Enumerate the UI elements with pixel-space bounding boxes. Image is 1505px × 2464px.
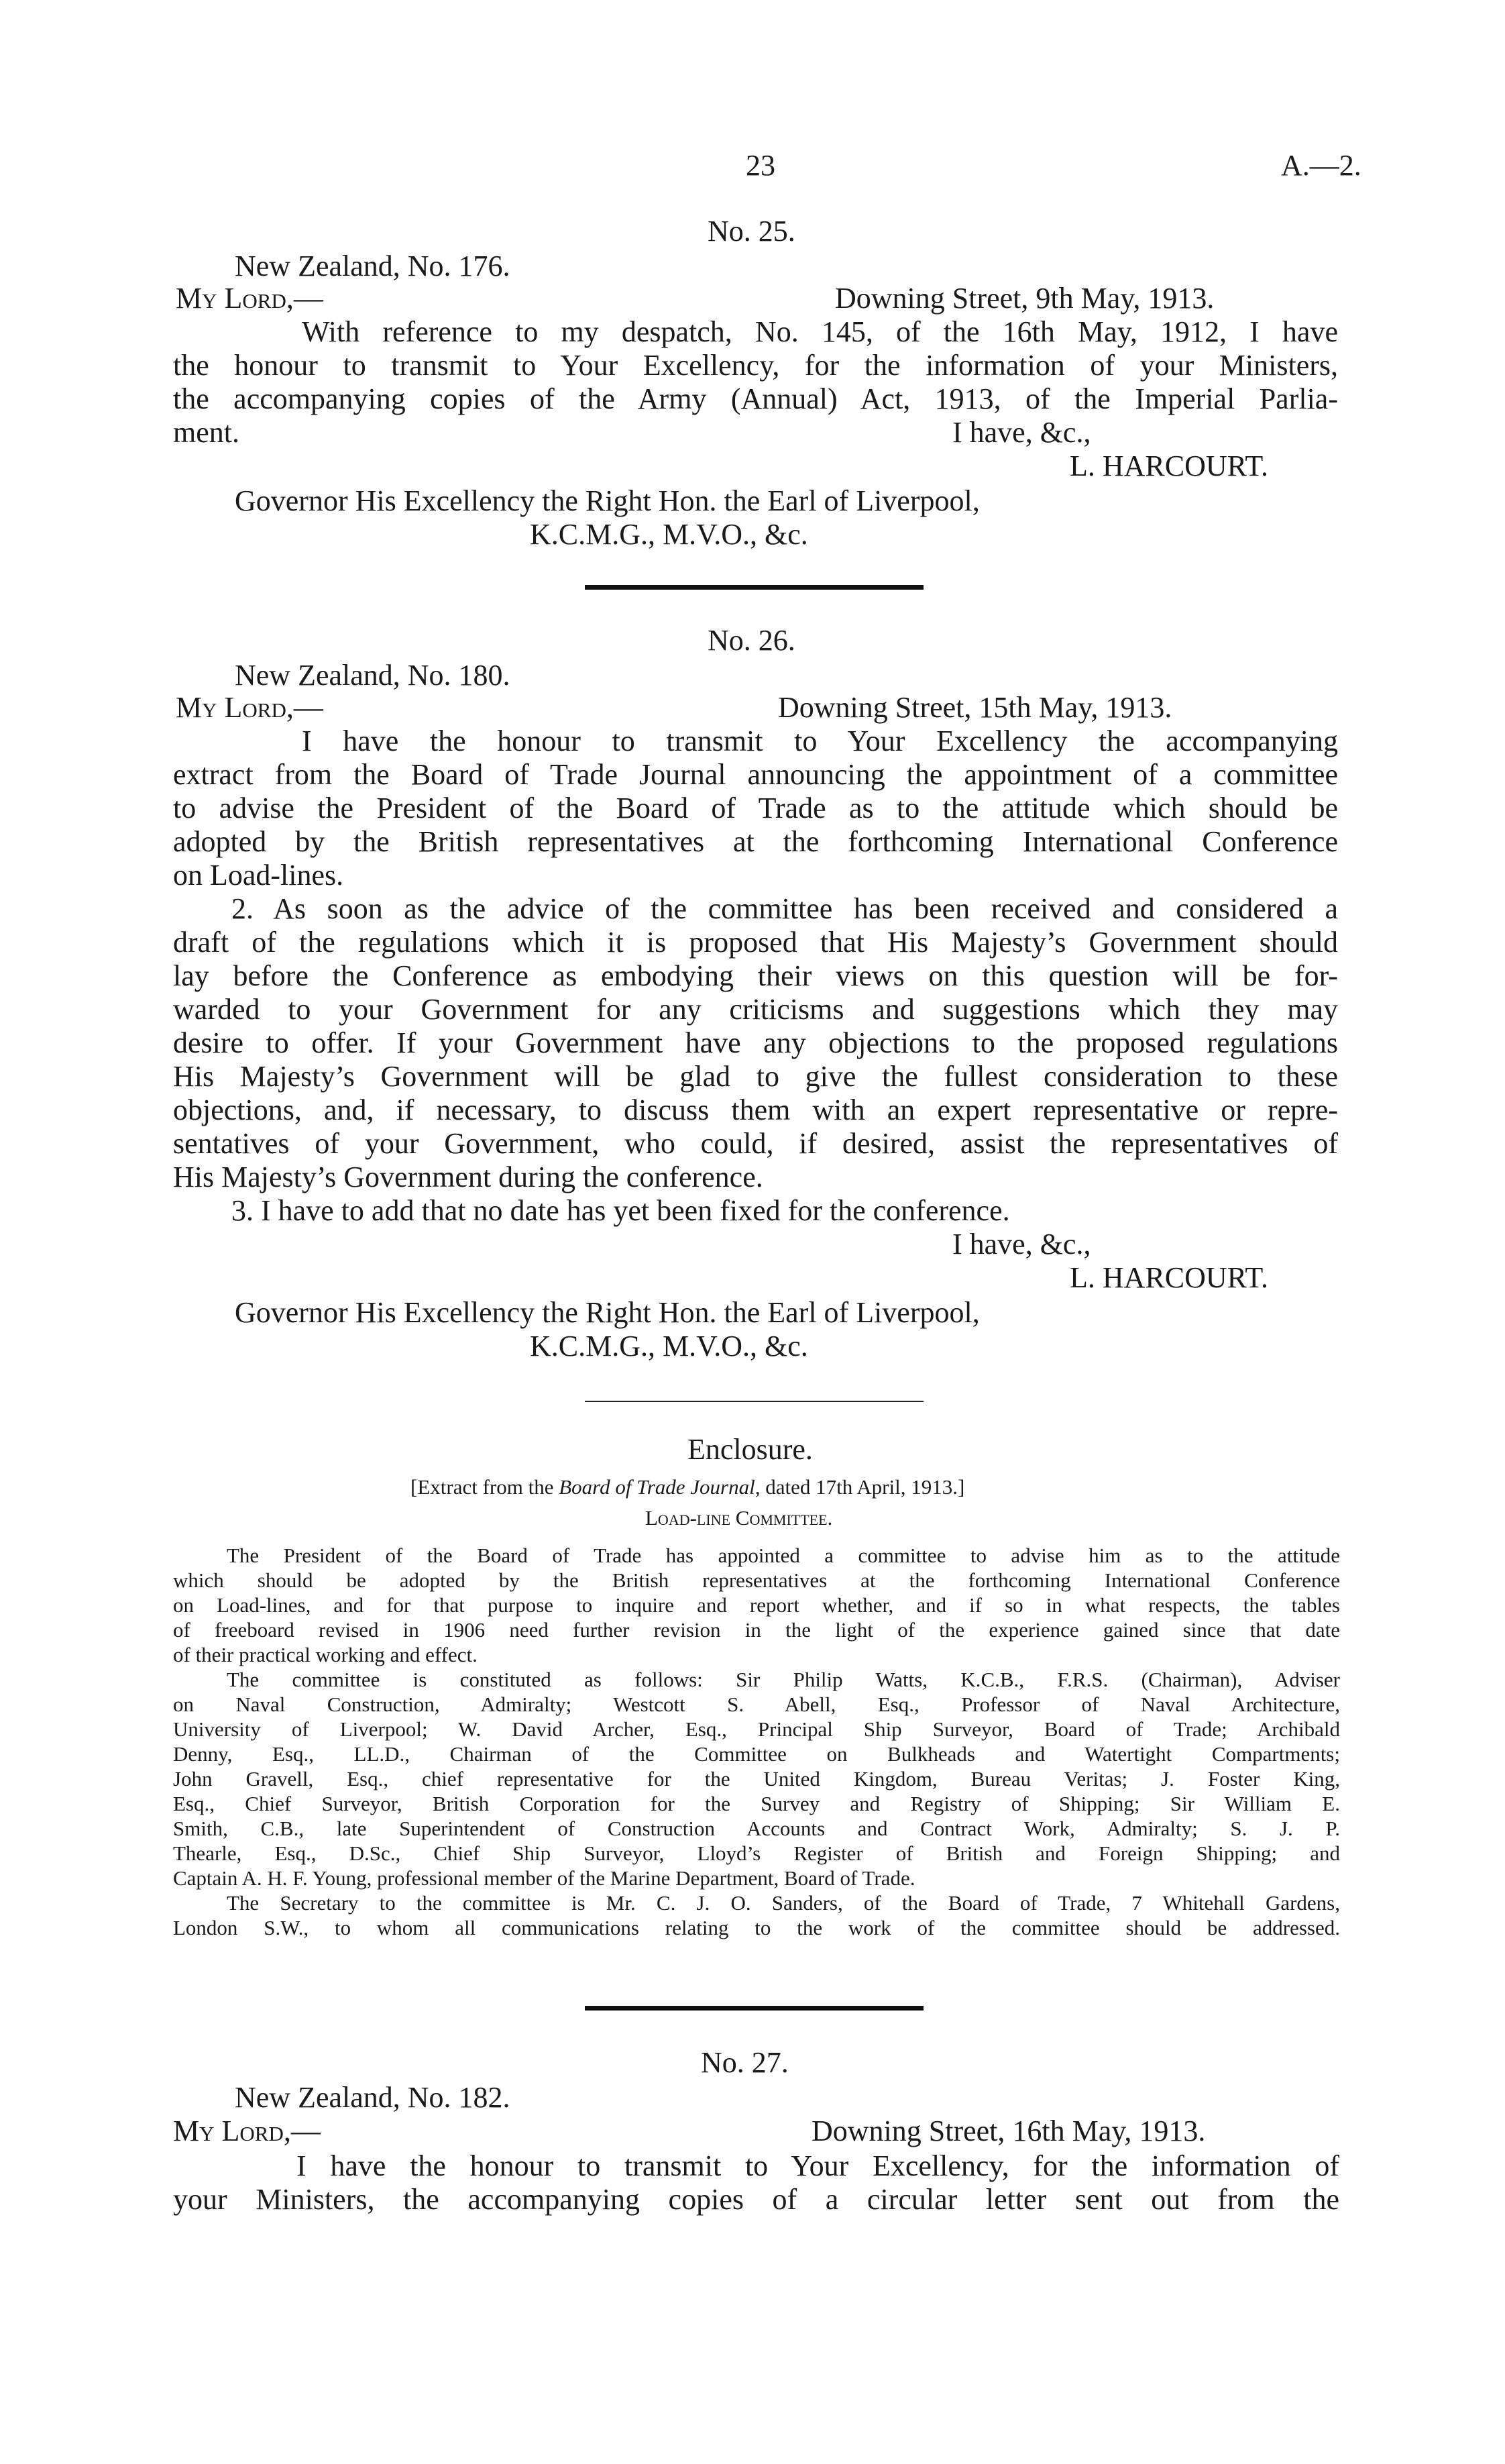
section-divider xyxy=(585,1401,924,1402)
letter-26-body-line: adopted by the British representatives at the forthcoming International Conference xyxy=(173,825,1338,858)
letter-26-body-line: warded to your Government for any criticisms and suggestions which they may xyxy=(173,993,1338,1026)
enclosure-line: The President of the Board of Trade has appointed a committee to advise him as to the attitude xyxy=(227,1544,1340,1567)
letter-27-number: No. 27. xyxy=(701,2046,789,2079)
enclosure-heading: Enclosure. xyxy=(687,1433,813,1466)
section-divider xyxy=(585,2006,924,2011)
letter-26-addressee-titles: K.C.M.G., M.V.O., &c. xyxy=(530,1330,808,1362)
enclosure-line: Captain A. H. F. Young, professional member of the Marine Department, Board of Trade. xyxy=(173,1866,915,1890)
letter-26-body-line: 2. As soon as the advice of the committee has been received and considered a xyxy=(231,892,1338,925)
letter-25-closing: I have, &c., xyxy=(952,416,1091,449)
section-divider xyxy=(585,585,924,590)
enclosure-source-suffix: dated 17th April, 1913.] xyxy=(765,1475,965,1499)
enclosure-line: The Secretary to the committee is Mr. C. J. O. Sanders, of the Board of Trade, 7 Whitehall Gardens, xyxy=(227,1891,1340,1915)
letter-26-body-line: I have the honour to transmit to Your Excellency the accompanying xyxy=(302,725,1338,757)
letter-26-body-line: 3. I have to add that no date has yet been fixed for the conference. xyxy=(231,1194,1010,1227)
enclosure-line: The committee is constituted as follows: Sir Philip Watts, K.C.B., F.R.S. (Chairman), Adviser xyxy=(227,1668,1340,1691)
letter-25-signature: L. HARCOURT. xyxy=(1070,449,1268,482)
letter-25-body-line: With reference to my despatch, No. 145, of the 16th May, 1912, I have xyxy=(302,315,1338,348)
enclosure-line: of freeboard revised in 1906 need further revision in the light of the experience gained since that date xyxy=(173,1618,1340,1642)
enclosure-title: Load-line Committee. xyxy=(645,1506,833,1530)
enclosure-line: Esq., Chief Surveyor, British Corporation for the Survey and Registry of Shipping; Sir William E. xyxy=(173,1792,1340,1815)
letter-25-ref: New Zealand, No. 176. xyxy=(235,250,510,282)
letter-26-body-line: His Majesty’s Government during the conference. xyxy=(173,1161,763,1193)
enclosure-source-prefix: [Extract from the xyxy=(410,1475,554,1499)
enclosure-line: Thearle, Esq., D.Sc., Chief Ship Surveyor, Lloyd’s Register of British and Foreign Shipping; and xyxy=(173,1841,1340,1865)
letter-26-salutation: My Lord,— xyxy=(176,691,323,724)
enclosure-line: Smith, C.B., late Superintendent of Construction Accounts and Contract Work, Admiralty; S. J. P. xyxy=(173,1817,1340,1840)
letter-27-body-line: I have the honour to transmit to Your Excellency, for the information of xyxy=(296,2149,1339,2182)
letter-25-addressee-titles: K.C.M.G., M.V.O., &c. xyxy=(530,518,808,551)
enclosure-line: John Gravell, Esq., chief representative for the United Kingdom, Bureau Veritas; J. Foster King, xyxy=(173,1767,1340,1790)
letter-26-addressee: Governor His Excellency the Right Hon. the Earl of Liverpool, xyxy=(235,1296,980,1329)
letter-25-dateline: Downing Street, 9th May, 1913. xyxy=(835,282,1215,315)
enclosure-line: of their practical working and effect. xyxy=(173,1643,478,1666)
enclosure-line: which should be adopted by the British representatives at the forthcoming International Conference xyxy=(173,1568,1340,1592)
letter-26-closing: I have, &c., xyxy=(952,1228,1091,1261)
enclosure-line: on Naval Construction, Admiralty; Westcott S. Abell, Esq., Professor of Naval Architecture, xyxy=(173,1693,1340,1716)
letter-25-body-line: the accompanying copies of the Army (Annual) Act, 1913, of the Imperial Parlia- xyxy=(173,382,1338,415)
letter-25-body-line: ment. xyxy=(173,416,239,449)
letter-25-body-line: the honour to transmit to Your Excellency, for the information of your Ministers, xyxy=(173,349,1338,382)
letter-26-body-line: objections, and, if necessary, to discuss them with an expert representative or repre- xyxy=(173,1093,1338,1126)
letter-26-body-line: extract from the Board of Trade Journal announcing the appointment of a committee xyxy=(173,758,1338,791)
letter-27-ref: New Zealand, No. 182. xyxy=(235,2081,510,2114)
enclosure-line: London S.W., to whom all communications relating to the work of the committee should be addressed. xyxy=(173,1916,1340,1939)
letter-26-body-line: on Load-lines. xyxy=(173,859,344,892)
letter-26-body-line: sentatives of your Government, who could, if desired, assist the representatives of xyxy=(173,1127,1338,1160)
letter-27-body-line: your Ministers, the accompanying copies of a circular letter sent out from the xyxy=(173,2183,1339,2216)
letter-26-body-line: to advise the President of the Board of Trade as to the attitude which should be xyxy=(173,792,1338,824)
enclosure-line: University of Liverpool; W. David Archer, Esq., Principal Ship Surveyor, Board of Trade; Archibald xyxy=(173,1717,1340,1741)
enclosure-line: Denny, Esq., LL.D., Chairman of the Committee on Bulkheads and Watertight Compartments; xyxy=(173,1742,1340,1766)
letter-26-body-line: lay before the Conference as embodying their views on this question will be for- xyxy=(173,959,1338,992)
enclosure-source xyxy=(410,1475,964,1499)
letter-25-number: No. 25. xyxy=(708,215,795,248)
document-reference: A.—2. xyxy=(1281,149,1361,182)
letter-26-body-line: draft of the regulations which it is proposed that His Majesty’s Government should xyxy=(173,926,1338,959)
letter-25-addressee: Governor His Excellency the Right Hon. the Earl of Liverpool, xyxy=(235,484,980,517)
enclosure-source-journal: Board of Trade Journal, xyxy=(559,1475,761,1499)
enclosure-line: on Load-lines, and for that purpose to inquire and report whether, and if so in what respects, the tables xyxy=(173,1593,1340,1617)
letter-26-signature: L. HARCOURT. xyxy=(1070,1261,1268,1294)
letter-27-salutation: My Lord,— xyxy=(173,2114,321,2147)
letter-26-number: No. 26. xyxy=(708,624,795,657)
letter-26-body-line: desire to offer. If your Government have any objections to the proposed regulations xyxy=(173,1026,1338,1059)
letter-26-body-line: His Majesty’s Government will be glad to give the fullest consideration to these xyxy=(173,1060,1338,1093)
letter-26-dateline: Downing Street, 15th May, 1913. xyxy=(778,691,1172,724)
letter-26-ref: New Zealand, No. 180. xyxy=(235,659,510,692)
letter-25-salutation: My Lord,— xyxy=(176,282,323,315)
letter-27-dateline: Downing Street, 16th May, 1913. xyxy=(812,2114,1206,2147)
page-number: 23 xyxy=(746,149,775,182)
